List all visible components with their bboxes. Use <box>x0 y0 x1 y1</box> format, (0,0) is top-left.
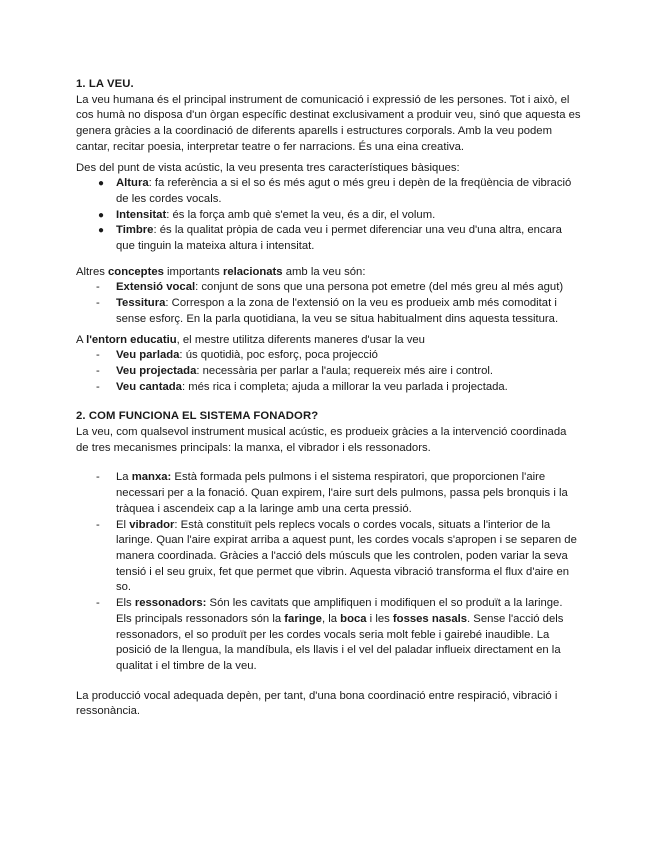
concept-text: : conjunt de sons que una persona pot emetre (del més greu al més agut) <box>195 281 564 294</box>
trait-text: : és la qualitat pròpia de cada veu i permet diferenciar una veu d'una altra, encara que tinguin la mateixa altura i intensitat. <box>116 224 562 253</box>
list-item <box>76 364 581 380</box>
list-item <box>76 518 581 597</box>
mechanism-text: Està formada pels pulmons i el sistema respiratori, que proporcionen l'aire necessari per a la fonació. Quan expirem, l'aire surt dels pulmons, passa pels bronquis i la tràquea i ascendeix cap a la laringe amb una certa pressió. <box>116 471 568 515</box>
text-span: , la <box>321 612 341 625</box>
list-item <box>76 176 581 207</box>
trait-text: : fa referència a si el so és més agut o més greu i depèn de la freqüència de vibració de les cordes vocals. <box>116 177 572 205</box>
text-span: , el mestre utilitza diferents maneres d'usar la veu <box>176 333 425 346</box>
mechanisms-list <box>76 470 581 674</box>
concept-text: : Correspon a la zona de l'extensió on la veu es produeix amb més comoditat i sense esforç. En la parla quotidiana, la veu se situa habitualment dins aquesta tessitura. <box>116 297 559 325</box>
trait-term: Timbre <box>116 224 154 237</box>
traits-list <box>76 176 581 255</box>
concept-term: Extensió vocal <box>116 281 196 294</box>
use-term: Veu parlada <box>116 349 180 362</box>
text-span: importants <box>163 265 223 278</box>
dash-icon: - <box>96 471 100 484</box>
bullet-icon: ● <box>98 225 105 237</box>
section-1-intro: La veu humana és el principal instrument de comunicació i expressió de les persones. Tot i això, el cos humà no disposa d'un òrgan específic destinat exclusivament a produir veu, sinó que aquesta es genera gràcies a la coordinació de diferents aparells i estructures corporals. Amb la veu podem cantar, recitar poesia, interpretar teatre o fer narracions. És una eina creativa. <box>76 93 581 153</box>
mechanism-term: vibrador <box>129 518 175 531</box>
section-1-title: 1. LA VEU. <box>76 78 134 90</box>
dash-icon: - <box>96 380 100 393</box>
dash-icon: - <box>96 349 100 362</box>
text-span: Els <box>116 597 135 610</box>
bold-term: conceptes <box>108 265 164 278</box>
trait-term: Altura <box>116 177 149 190</box>
list-item <box>76 348 581 364</box>
text-span: A <box>76 333 87 346</box>
dash-icon: - <box>96 297 100 310</box>
bullet-icon: ● <box>98 178 105 190</box>
list-item <box>76 470 581 517</box>
bold-term: relacionats <box>222 265 283 278</box>
document-page <box>76 77 581 720</box>
list-item <box>76 223 581 254</box>
concepts-list <box>76 280 581 327</box>
bold-term: l'entorn educatiu <box>86 333 177 346</box>
dash-icon: - <box>96 281 100 294</box>
trait-text: : és la força amb què s'emet la veu, és a dir, el volum. <box>166 208 436 221</box>
section-2-intro: La veu, com qualsevol instrument musical acústic, es produeix gràcies a la intervenció coordinada de tres mecanismes principals: la manxa, el vibrador i els ressonadors. <box>76 426 567 454</box>
acoustic-lead: Des del punt de vista acústic, la veu presenta tres característiques bàsiques: <box>76 161 460 174</box>
list-item <box>76 596 581 675</box>
concept-term: Tessitura <box>116 297 166 310</box>
dash-icon: - <box>96 364 100 377</box>
bold-term: fosses nasals <box>392 612 468 625</box>
bold-term: boca <box>340 612 367 625</box>
text-span: . Sense l'acció dels ressonadors, el so produït per les cordes vocals seria molt feble i gairebé inaudible. La posició de la llengua, la mandíbula, els llavis i el vel del paladar influeix directament en la qualitat i el timbre de la veu. <box>116 612 564 672</box>
mechanism-text: : Està constituït pels replecs vocals o cordes vocals, situats a l'interior de la laringe. Quan l'aire expirat arriba a aquest punt, les cordes vocals s'apropen i se separen de manera coordinada. Gràcies a l'acció dels músculs que les controlen, poden variar la seva tensió i el seu gruix, fet que permet que vibrin. Aquesta vibració transforma el flux d'aire en so. <box>116 518 577 594</box>
use-term: Veu cantada <box>116 380 182 393</box>
section-2-title: 2. COM FUNCIONA EL SISTEMA FONADOR? <box>76 410 319 423</box>
list-item <box>76 380 581 396</box>
bold-term: faringe <box>284 612 322 625</box>
dash-icon: - <box>96 597 100 610</box>
list-item <box>76 280 581 296</box>
conclusion: La producció vocal adequada depèn, per tant, d'una bona coordinació entre respiració, vibració i ressonància. <box>76 689 558 718</box>
text-span: i les <box>366 612 393 625</box>
use-text: : més rica i completa; ajuda a millorar la veu parlada i projectada. <box>181 380 508 393</box>
text-span: Altres <box>76 265 109 278</box>
list-item <box>76 296 581 327</box>
trait-term: Intensitat <box>116 208 167 221</box>
dash-icon: - <box>96 518 100 531</box>
text-span: Són les cavitats que amplifiquen i modifiquen el so produït a la laringe. Els principals ressonadors són la <box>116 597 563 625</box>
mechanism-term: manxa: <box>131 471 172 484</box>
use-text: : ús quotidià, poc esforç, poca projecció <box>179 349 378 362</box>
bullet-icon: ● <box>98 209 105 221</box>
related-concepts-lead <box>76 265 581 281</box>
voice-uses-list <box>76 348 581 395</box>
text-span: El <box>116 518 130 531</box>
educational-context-lead <box>76 333 581 349</box>
mechanism-term: ressonadors: <box>134 597 207 610</box>
use-text: : necessària per parlar a l'aula; requereix més aire i control. <box>196 364 494 377</box>
text-span: La <box>116 471 132 484</box>
text-span: amb la veu són: <box>282 265 366 278</box>
use-term: Veu projectada <box>116 364 197 377</box>
list-item <box>76 208 581 224</box>
